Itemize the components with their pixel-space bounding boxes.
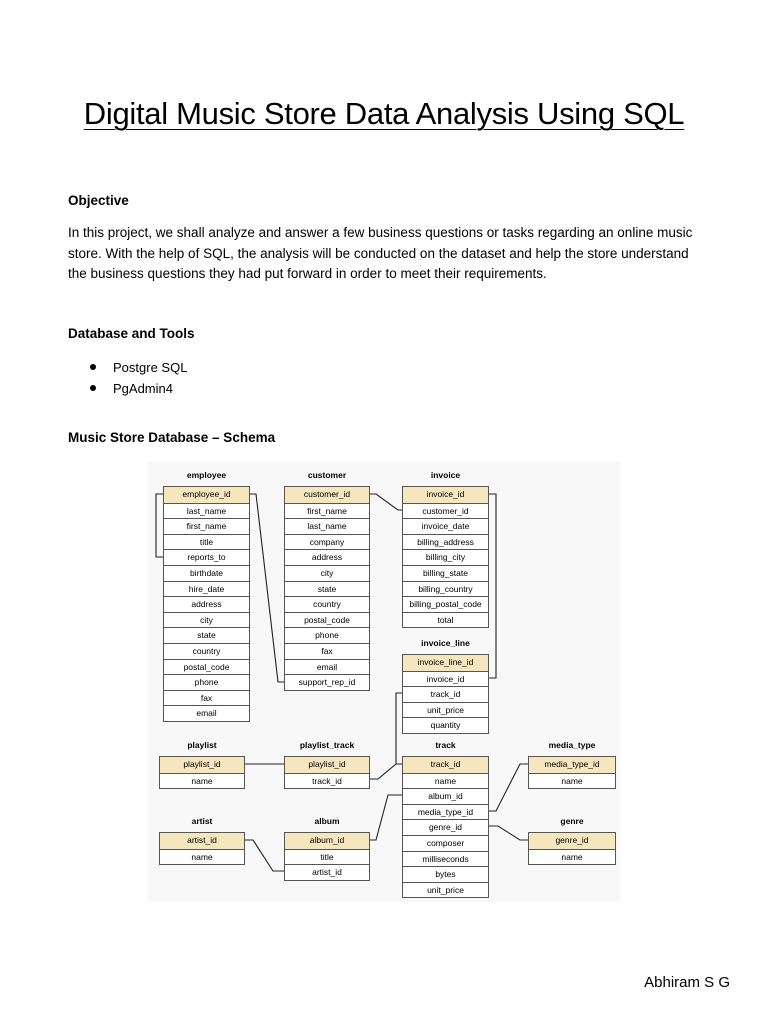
primary-key-field: invoice_line_id	[403, 655, 488, 671]
table-field: album_id	[403, 788, 488, 804]
list-item: PgAdmin4	[90, 378, 187, 399]
table-field: address	[164, 596, 249, 612]
table-field: last_name	[164, 503, 249, 519]
primary-key-field: artist_id	[160, 833, 244, 849]
primary-key-field: employee_id	[164, 487, 249, 503]
objective-heading: Objective	[68, 193, 129, 208]
table-field: billing_address	[403, 534, 488, 550]
table-name-album: album	[314, 816, 340, 826]
table-field: phone	[164, 674, 249, 690]
table-field: billing_postal_code	[403, 596, 488, 612]
table-playlist-track	[284, 756, 370, 789]
bullet-icon	[90, 364, 96, 370]
table-field: track_id	[285, 773, 369, 789]
table-field: name	[529, 849, 615, 865]
objective-text: In this project, we shall analyze and answer a few business questions or tasks regarding an online music store. With the help of SQL, the analysis will be conducted on the dataset and help the store understand the business questions they had put forward in order to meet their requirements.	[68, 225, 693, 281]
table-field: name	[160, 849, 244, 865]
table-field: billing_state	[403, 565, 488, 581]
table-name-customer: customer	[307, 470, 347, 480]
table-playlist	[159, 756, 245, 789]
table-field: unit_price	[403, 882, 488, 898]
table-field: track_id	[403, 686, 488, 702]
table-name-media-type: media_type	[548, 740, 596, 750]
table-field: name	[403, 773, 488, 789]
tools-heading: Database and Tools	[68, 326, 195, 341]
table-field: city	[285, 565, 369, 581]
primary-key-field: playlist_id	[160, 757, 244, 773]
table-field: total	[403, 612, 488, 628]
table-field: invoice_id	[403, 671, 488, 687]
table-field: bytes	[403, 866, 488, 882]
table-field: first_name	[164, 518, 249, 534]
primary-key-field: media_type_id	[529, 757, 615, 773]
table-field: address	[285, 549, 369, 565]
table-field: state	[164, 627, 249, 643]
table-field: first_name	[285, 503, 369, 519]
schema-diagram	[148, 462, 620, 902]
table-album	[284, 832, 370, 881]
table-field: billing_country	[403, 581, 488, 597]
page-title: Digital Music Store Data Analysis Using SQL	[83, 96, 685, 131]
table-field: title	[285, 849, 369, 865]
table-genre	[528, 832, 616, 865]
primary-key-field: customer_id	[285, 487, 369, 503]
table-media-type	[528, 756, 616, 789]
table-field: email	[285, 659, 369, 675]
table-field: company	[285, 534, 369, 550]
table-field: billing_city	[403, 549, 488, 565]
table-field: birthdate	[164, 565, 249, 581]
table-field: reports_to	[164, 549, 249, 565]
table-name-genre: genre	[560, 816, 584, 826]
table-field: phone	[285, 627, 369, 643]
author-name: Abhiram S G	[644, 974, 730, 991]
table-field: unit_price	[403, 702, 488, 718]
table-customer	[284, 486, 370, 691]
table-name-invoice-line: invoice_line	[421, 638, 470, 648]
table-field: postal_code	[285, 612, 369, 628]
table-field: state	[285, 581, 369, 597]
table-field: media_type_id	[403, 804, 488, 820]
table-field: artist_id	[285, 864, 369, 880]
table-field: support_rep_id	[285, 674, 369, 690]
table-field: name	[529, 773, 615, 789]
table-field: invoice_date	[403, 518, 488, 534]
table-field: city	[164, 612, 249, 628]
table-name-playlist: playlist	[187, 740, 217, 750]
primary-key-field: playlist_id	[285, 757, 369, 773]
table-field: hire_date	[164, 581, 249, 597]
primary-key-field: invoice_id	[403, 487, 488, 503]
list-item: Postgre SQL	[90, 357, 187, 378]
table-invoice-line	[402, 654, 489, 734]
schema-heading: Music Store Database – Schema	[68, 430, 276, 445]
table-artist	[159, 832, 245, 865]
primary-key-field: genre_id	[529, 833, 615, 849]
table-invoice	[402, 486, 489, 628]
table-field: name	[160, 773, 244, 789]
tools-list	[90, 357, 187, 399]
primary-key-field: album_id	[285, 833, 369, 849]
table-employee	[163, 486, 250, 722]
table-field: milliseconds	[403, 851, 488, 867]
primary-key-field: track_id	[403, 757, 488, 773]
table-field: composer	[403, 835, 488, 851]
table-field: email	[164, 705, 249, 721]
table-field: last_name	[285, 518, 369, 534]
table-name-invoice: invoice	[430, 470, 461, 480]
table-field: postal_code	[164, 659, 249, 675]
table-field: customer_id	[403, 503, 488, 519]
table-field: country	[285, 596, 369, 612]
table-track	[402, 756, 489, 898]
table-field: fax	[164, 690, 249, 706]
table-field: quantity	[403, 717, 488, 733]
table-name-employee: employee	[186, 470, 227, 480]
table-field: title	[164, 534, 249, 550]
table-field: genre_id	[403, 819, 488, 835]
table-name-artist: artist	[191, 816, 213, 826]
table-name-playlist-track: playlist_track	[299, 740, 355, 750]
table-field: country	[164, 643, 249, 659]
bullet-icon	[90, 385, 96, 391]
table-name-track: track	[435, 740, 456, 750]
table-field: fax	[285, 643, 369, 659]
